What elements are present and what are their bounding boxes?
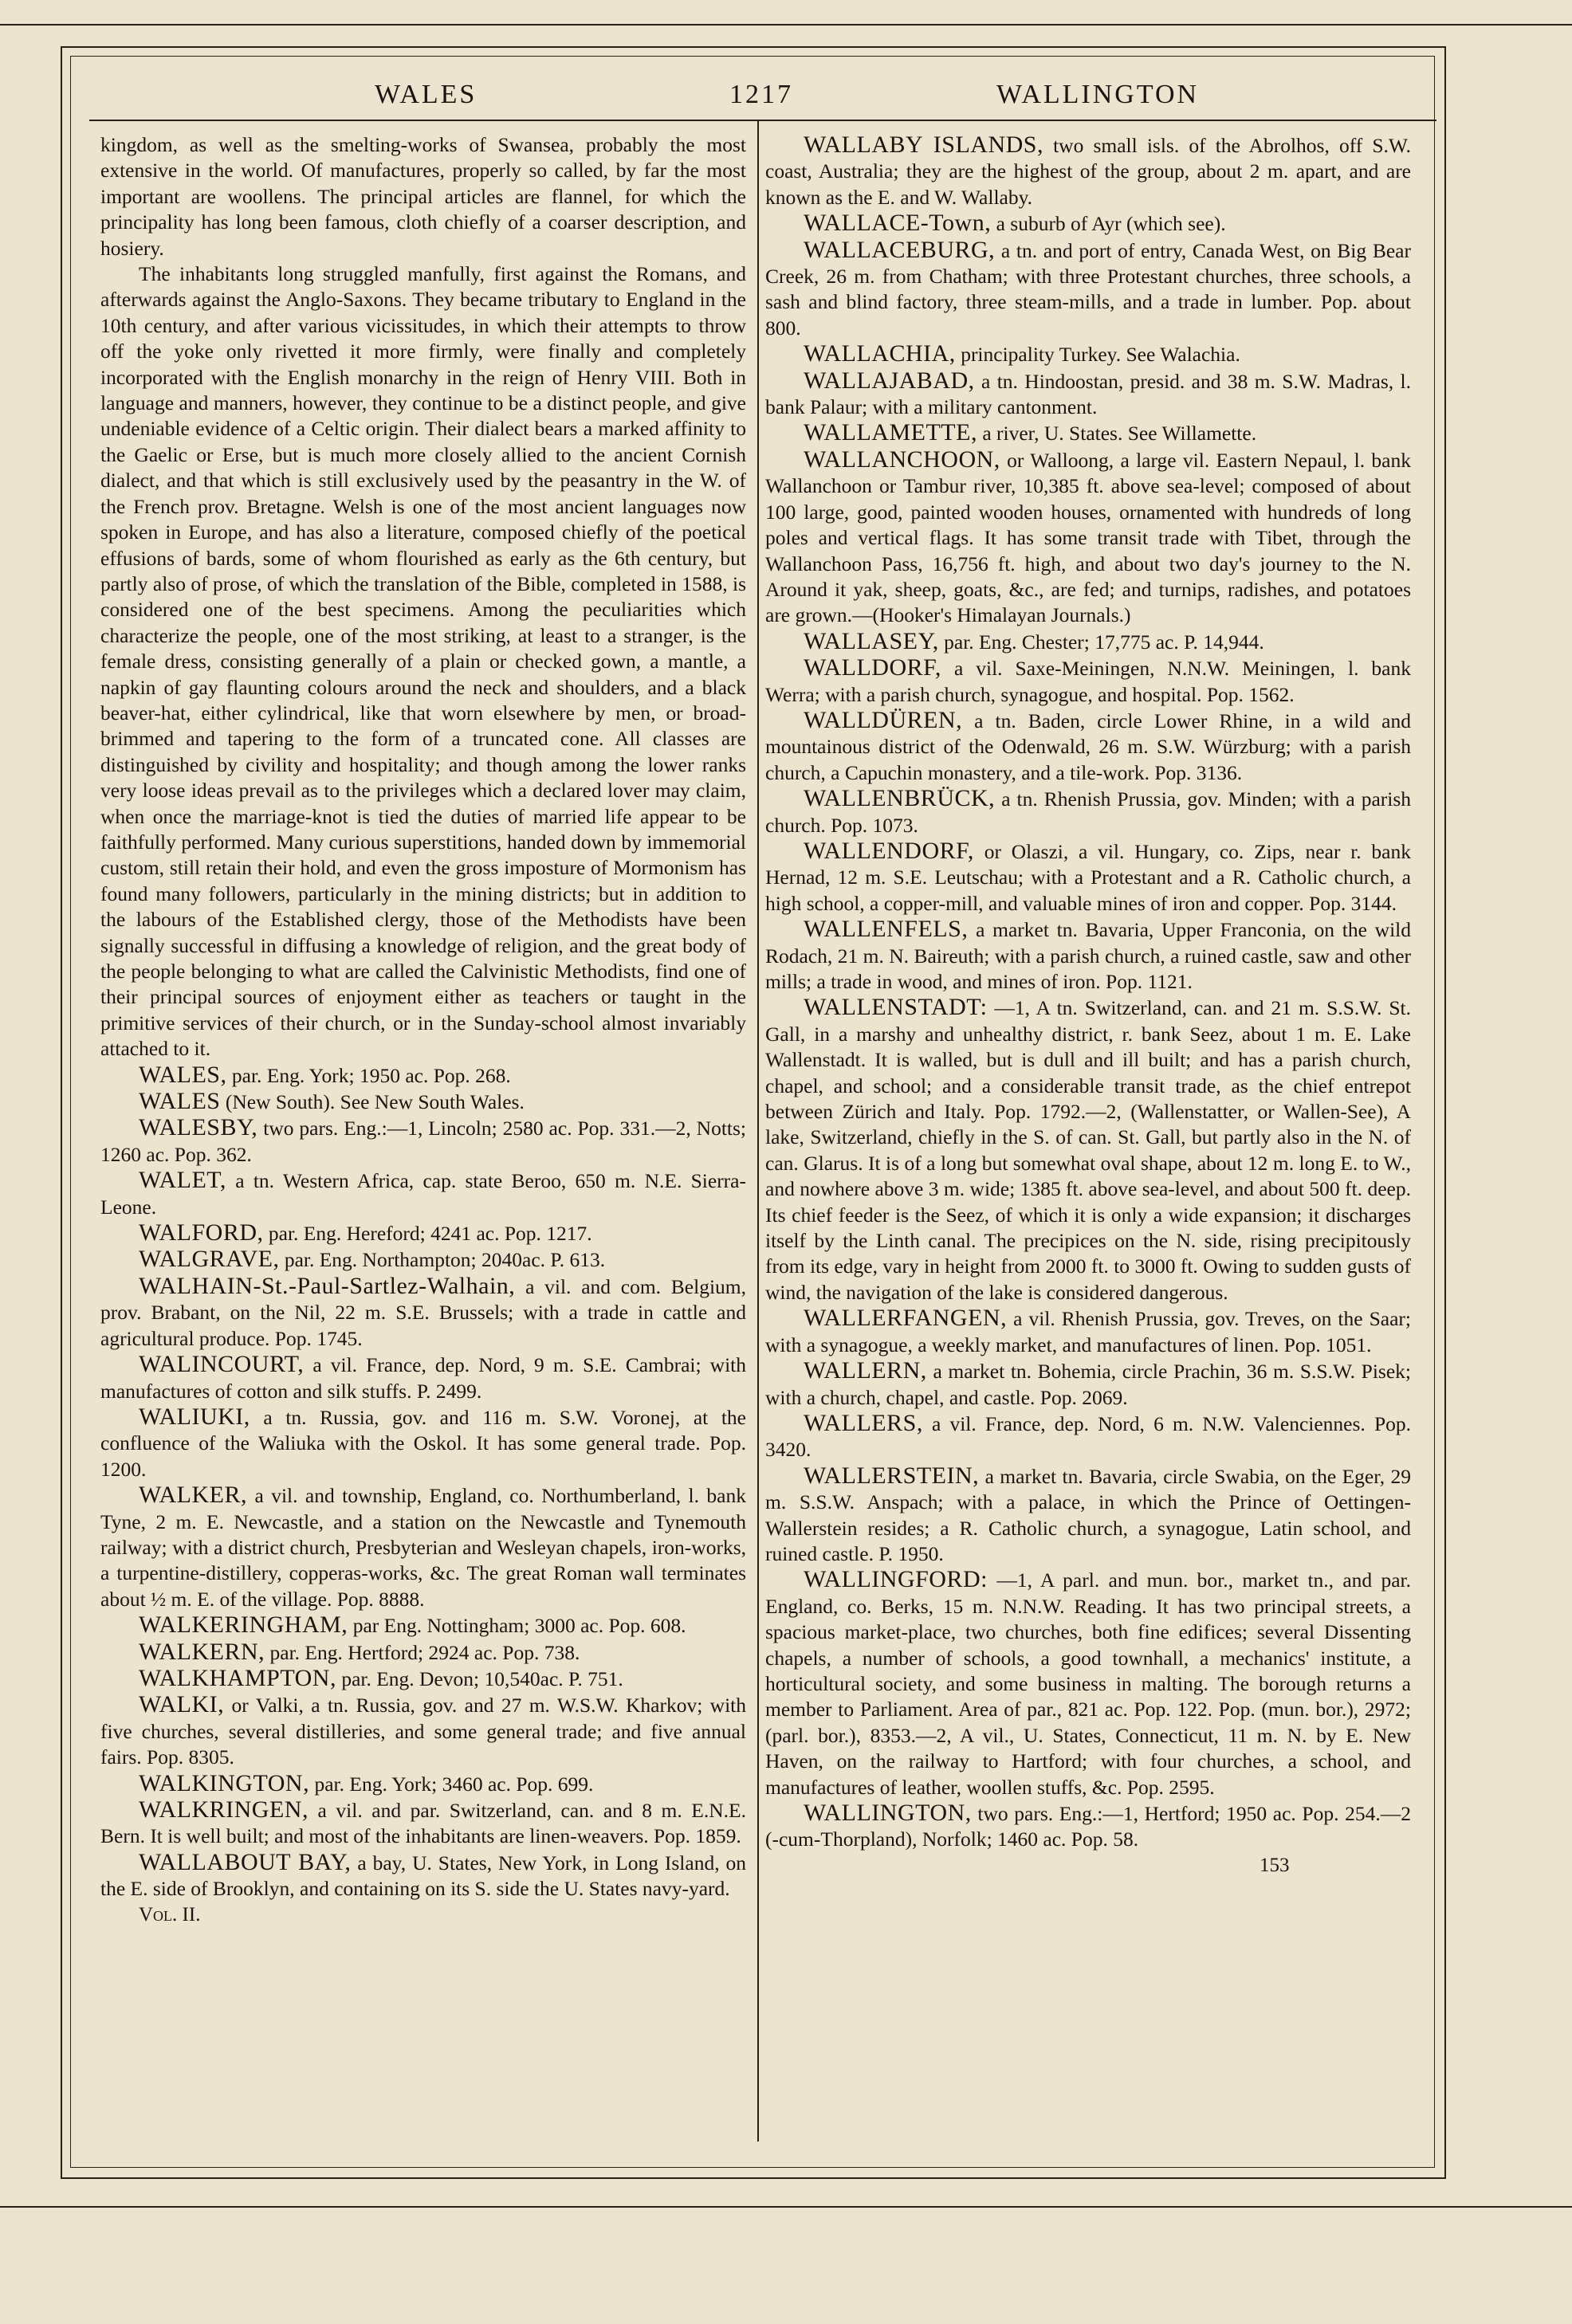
entry-headword: WALLENSTADT:: [804, 994, 988, 1021]
entry-text: The inhabitants long struggled manfully, first against the Romans, and afterwards against the Anglo-Saxons. They became tributary to England in the 10th century, and after various vicissitudes, in which their attempts to throw off the yoke only rivetted it more firmly, were finally and completely incorporated with the English monarchy in the reign of Henry VIII. Both in language and manners, however, they continue to be a distinct people, and give undeniable evidence of a Celtic origin. Their dialect bears a marked affinity to the Gaelic or Erse, but is much more closely allied to the ancient Cornish dialect, and that which is still exclusively used by the peasantry in the W. of the French prov. Bretagne. Welsh is one of the most ancient languages now spoken in Europe, and has also a literature, composed chiefly of the poetical effusions of bards, some of whom flourished as early as the 6th century, but partly also of prose, of which the translation of the Bible, completed in 1588, is considered one of the best specimens. Among the peculiarities which characterize the people, one of the most striking, at least to a stranger, is the female dress, consisting generally of a plain or checked gown, a mantle, a napkin of gay flaunting colours around the neck and shoulders, and a black beaver-hat, either cylindrical, like that worn elsewhere by men, or broad-brimmed and tapering to the form of a truncated cone. All classes are distinguished by civility and hospitality; and though among the lower ranks very loose ideas prevail as to the privileges which a declared lover may claim, when once the marriage-knot is tied the duties of married life appear to be faithfully performed. Many curious superstitions, handed down by immemorial custom, still retain their hold, and even the gross imposture of Mormonism has found many followers, particularly in the mining districts; but in addition to the labours of the Established clergy, those of the Methodists have been signally successful in diffusing a knowledge of religion, and the great body of the people belonging to what are called the Calvinistic Methodists, find one of their principal sources of enjoyment either as teachers or taught in the primitive services of their church, or in the Sunday-school almost invariably attached to it.: [100, 262, 746, 1061]
entry: [765, 917, 1411, 995]
entry-text: a market tn. Bavaria, circle Swabia, on the Eger, 29 m. S.S.W. Anspach; with a palace, in which the Prince of Oettingen-Wallerstein resides; a R. Catholic church, a synagogue, Latin school, and ruined castle. P. 1950.: [765, 1464, 1411, 1565]
entry-text: par Eng. Nottingham; 3000 ac. Pop. 608.: [352, 1614, 686, 1638]
entry: [765, 1800, 1411, 1853]
entry: [100, 1666, 746, 1692]
entry-headword: WALINCOURT,: [139, 1351, 305, 1378]
entry-text: two pars. Eng.:—1, Hertford; 1950 ac. Pop. 254.—2 (-cum-Thorpland), Norfolk; 1460 ac. Pop. 58.: [765, 1802, 1412, 1851]
entry: [100, 1115, 746, 1168]
entry-headword: WALLDÜREN,: [804, 706, 963, 733]
page-number: 1217: [729, 80, 793, 109]
entry-text: par. Eng. Northampton; 2040ac. P. 613.: [284, 1248, 606, 1272]
entry: [765, 210, 1411, 237]
entry: [765, 1358, 1411, 1411]
entry: [765, 132, 1411, 210]
top-rule: [0, 24, 1572, 26]
entry-text: a suburb of Ayr (which see).: [996, 212, 1226, 236]
entry: [765, 447, 1411, 629]
entry-text: a bay, U. States, New York, in Long Island, on the E. side of Brooklyn, and containing on its S. side the U. States navy-yard.: [100, 1851, 747, 1901]
entry: [765, 341, 1411, 367]
entry-text: kingdom, as well as the smelting-works of Swansea, probably the most extensive in the world. Of manufactures, properly so called, by far the most important are woollens. The principal articles are flannel, for which the principality has long been famous, cloth chiefly of a coarser description, and hosiery.: [100, 133, 746, 260]
entry: [765, 420, 1411, 446]
entry-headword: WALKERN,: [139, 1638, 265, 1665]
entry-headword: WALES,: [139, 1061, 227, 1088]
entry-text: a vil. and par. Switzerland, can. and 8 m. E.N.E. Bern. It is well built; and most of the inhabitants are linen-weavers. Pop. 1859.: [100, 1799, 747, 1848]
entry: [100, 1404, 746, 1482]
entry: [100, 1220, 746, 1246]
entry: [100, 261, 746, 1062]
entry-text: par. Eng. Devon; 10,540ac. P. 751.: [341, 1666, 623, 1690]
entry-headword: WALKHAMPTON,: [139, 1664, 336, 1691]
entry-headword: WALLACHIA,: [804, 340, 956, 367]
entry-text: a market tn. Bavaria, Upper Franconia, on the wild Rodach, 21 m. N. Baireuth; with a parish church, a ruined castle, saw and other mills; a trade in wood, and mines of iron. Pop. 1121.: [765, 918, 1412, 993]
entry-headword: WALLANCHOON,: [804, 446, 1000, 473]
entry: [100, 1692, 746, 1770]
entry-text: par. Eng. York; 1950 ac. Pop. 268.: [231, 1063, 511, 1087]
entry-text: par. Eng. York; 3460 ac. Pop. 699.: [314, 1772, 594, 1796]
entry-headword: WALLERS,: [804, 1409, 923, 1436]
running-head-left: WALES: [375, 80, 477, 109]
footer-right: [765, 1853, 1411, 1878]
volume-label: Vol. II.: [139, 1903, 201, 1926]
entry: [765, 238, 1411, 342]
entry: [100, 1168, 746, 1220]
entry-headword: WALLERFANGEN,: [804, 1305, 1008, 1332]
column-divider: [757, 121, 759, 2141]
left-column: [100, 132, 746, 1928]
entry-text: a vil. and com. Belgium, prov. Brabant, on the Nil, 22 m. S.E. Brussels; with a trade in cattle and agricultural produce. Pop. 1745.: [100, 1274, 747, 1350]
entry-headword: WALHAIN-St.-Paul-Sartlez-Walhain,: [139, 1272, 516, 1299]
entry-text: two small isls. of the Abrolhos, off S.W. coast, Australia; they are the highest of the group, about 2 m. apart, and are known as the E. and W. Wallaby.: [765, 134, 1412, 209]
entry-headword: WALIUKI,: [139, 1403, 250, 1430]
entry-text: a vil. France, dep. Nord, 9 m. S.E. Cambrai; with manufactures of cotton and silk stuffs. P. 2499.: [100, 1353, 746, 1403]
entry: [100, 1482, 746, 1612]
entry-text: par. Eng. Hereford; 4241 ac. Pop. 1217.: [268, 1222, 592, 1246]
entry-headword: WALLDORF,: [804, 654, 941, 681]
entry-headword: WALKERINGHAM,: [139, 1611, 348, 1639]
entry: [100, 1639, 746, 1666]
entry: [765, 838, 1411, 917]
entry-text: a tn. Russia, gov. and 116 m. S.W. Voronej, at the confluence of the Waliuka with the Oskol. It has some general trade. Pop. 1200.: [100, 1405, 746, 1481]
entry-text: a tn. Hindoostan, presid. and 38 m. S.W. Madras, l. bank Palaur; with a military cantonment.: [765, 369, 1412, 419]
entry: [765, 1411, 1411, 1463]
entry-text: a vil. Rhenish Prussia, gov. Treves, on the Saar; with a synagogue, a weekly market, and manufactures of linen. Pop. 1051.: [765, 1307, 1411, 1356]
entry-text: a vil. Saxe-Meiningen, N.N.W. Meiningen, l. bank Werra; with a parish church, synagogue, and hospital. Pop. 1562.: [765, 657, 1412, 706]
entry: [100, 1850, 746, 1902]
entry-headword: WALES: [139, 1088, 221, 1115]
entry-text: par. Eng. Chester; 17,775 ac. P. 14,944.: [944, 630, 1264, 654]
entry: [765, 655, 1411, 708]
entry-text: par. Eng. Hertford; 2924 ac. Pop. 738.: [269, 1640, 580, 1664]
entry-text: a tn. Baden, circle Lower Rhine, in a wild and mountainous district of the Odenwald, 26 m. S.W. Würzburg; with a parish church, a Capuchin monastery, and a tile-work. Pop. 3136.: [765, 709, 1412, 784]
entry-headword: WALLAMETTE,: [804, 419, 977, 446]
entry-headword: WALLABY ISLANDS,: [804, 132, 1043, 158]
entry-headword: WALLENDORF,: [804, 837, 974, 864]
entry-text: or Valki, a tn. Russia, gov. and 27 m. W.S.W. Kharkov; with five churches, several distilleries, and some general trade; and five annual fairs. Pop. 8305.: [100, 1694, 747, 1769]
entry-headword: WALGRAVE,: [139, 1246, 280, 1273]
header-rule: [89, 120, 1436, 121]
entry: [100, 1274, 746, 1352]
entry-headword: WALKRINGEN,: [139, 1796, 309, 1823]
signature-mark: 153: [1260, 1854, 1290, 1876]
entry-text: a river, U. States. See Willamette.: [982, 422, 1257, 446]
entry-headword: WALLINGTON,: [804, 1800, 972, 1826]
entry-text: or Walloong, a large vil. Eastern Nepaul, l. bank Wallanchoon or Tambur river, 10,385 ft. above sea-level; composed of about 100 large, good, painted wooden houses, ornamented with hundreds of long poles and vertical flags. It has some transit trade with Tibet, through the Wallanchoon Pass, 16,756 ft. high, and about two day's journey to the N. Around it yak, sheep, goats, &c., are fed; and turnips, radishes, and potatoes are grown.—(Hooker's Himalayan Journals.): [765, 448, 1411, 627]
entry: [765, 1305, 1411, 1358]
right-column: [765, 132, 1411, 1878]
entry-headword: WALLACEBURG,: [804, 236, 996, 263]
entry: [100, 1089, 746, 1115]
entry: [100, 132, 746, 261]
entry-text: a tn. and port of entry, Canada West, on Big Bear Creek, 26 m. from Chatham; with three Protestant churches, three schools, a sash and blind factory, three steam-mills, and a trade in lumber. Pop. about 800.: [765, 238, 1411, 340]
entry-headword: WALLACE-Town,: [804, 210, 992, 237]
entry: [765, 786, 1411, 838]
entry: [100, 1062, 746, 1089]
entry-headword: WALESBY,: [139, 1114, 258, 1141]
entry-headword: WALFORD,: [139, 1219, 264, 1246]
entry-text: two pars. Eng.:—1, Lincoln; 2580 ac. Pop. 331.—2, Notts; 1260 ac. Pop. 362.: [100, 1117, 746, 1166]
entry: [765, 1567, 1411, 1800]
entry-headword: WALLERSTEIN,: [804, 1462, 980, 1489]
footer-left: [100, 1902, 746, 1928]
entry-text: a vil. France, dep. Nord, 6 m. N.W. Valenciennes. Pop. 3420.: [765, 1411, 1412, 1462]
entry-text: principality Turkey. See Walachia.: [961, 343, 1240, 367]
entry: [765, 629, 1411, 655]
entry-headword: WALLASEY,: [804, 627, 939, 654]
entry-headword: WALLABOUT BAY,: [139, 1848, 352, 1875]
entry: [765, 1463, 1411, 1568]
entry-headword: WALLENFELS,: [804, 916, 969, 943]
entry-text: a vil. and township, England, co. Northumberland, l. bank Tyne, 2 m. E. Newcastle, and a station on the Newcastle and Tynemouth railway; with a district church, Presbyterian and Wesleyan chapels, iron-works, a turpentine-distillery, copperas-works, &c. The great Roman wall terminates about ½ m. E. of the village. Pop. 8888.: [100, 1484, 747, 1611]
entry-headword: WALET,: [139, 1167, 226, 1194]
entry-text: a tn. Rhenish Prussia, gov. Minden; with a parish church. Pop. 1073.: [765, 787, 1412, 837]
entry-headword: WALKI,: [139, 1691, 225, 1718]
entry: [100, 1352, 746, 1404]
entry-headword: WALKER,: [139, 1482, 247, 1509]
entry-text: a market tn. Bohemia, circle Prachin, 36 m. S.S.W. Pisek; with a church, chapel, and castle. Pop. 2069.: [765, 1360, 1412, 1409]
bottom-rule: [0, 2206, 1572, 2208]
entry-headword: WALLAJABAD,: [804, 367, 975, 394]
entry-text: —1, A tn. Switzerland, can. and 21 m. S.S.W. St. Gall, in a marshy and unhealthy district, r. bank Seez, about 1 m. E. Lake Wallenstadt. It is walled, but is dull and ill built; and has a parish church, chapel, and school; and a considerable transit trade, as the chief entrepot between Zürich and Italy. Pop. 1792.—2, (Wallenstatter, or Wallen-See), A lake, Switzerland, chiefly in the S. of can. St. Gall, but partly also in the N. of can. Glarus. It is of a long but somewhat oval shape, about 12 m. long E. to W., and nowhere above 3 m. wide; 1385 ft. above sea-level, and about 500 ft. deep. Its chief feeder is the Seez, of which it is only a wide expansion; it discharges itself by the Linth canal. The precipices on the N. side, rising precipitously from its edge, vary in height from 2000 ft. to 3000 ft. Owing to sudden gusts of wind, the navigation of the lake is considered dangerous.: [765, 996, 1411, 1304]
entry-text: a tn. Western Africa, cap. state Beroo, 650 m. N.E. Sierra-Leone.: [100, 1169, 746, 1219]
entry: [100, 1797, 746, 1850]
entry-headword: WALLENBRÜCK,: [804, 785, 996, 812]
entry: [765, 368, 1411, 421]
entry-text: —1, A parl. and mun. bor., market tn., and par. England, co. Berks, 15 m. N.N.W. Reading. It has two principal streets, a spacious market-place, two churches, both fine edifices; several Dissenting chapels, a number of schools, a good townhall, a mechanics' institute, a horticultural society, and some business in malting. The borough returns a member to Parliament. Area of par., 821 ac. Pop. 122. Pop. (mun. bor.), 2972; (parl. bor.), 8353.—2, A vil., U. States, Connecticut, 11 m. N. by E. New Haven, on the railway to Hartford; with four churches, a school, and manufactures of leather, woollen stuffs, &c. Pop. 2595.: [765, 1568, 1412, 1799]
entry: [100, 1771, 746, 1797]
running-head-right: WALLINGTON: [996, 80, 1200, 109]
entry-text: (New South). See New South Wales.: [225, 1090, 525, 1114]
entry: [765, 995, 1411, 1305]
entry: [100, 1612, 746, 1639]
entry-headword: WALLINGFORD:: [804, 1566, 988, 1593]
entry-headword: WALLERN,: [804, 1357, 927, 1384]
entry-text: or Olaszi, a vil. Hungary, co. Zips, near r. bank Hernad, 12 m. S.E. Leutschau; with a Protestant and a R. Catholic church, a high school, a copper-mill, and valuable mines of iron and copper. Pop. 3144.: [765, 839, 1411, 915]
entry: [765, 708, 1411, 786]
entry-headword: WALKINGTON,: [139, 1769, 310, 1796]
entry: [100, 1246, 746, 1273]
